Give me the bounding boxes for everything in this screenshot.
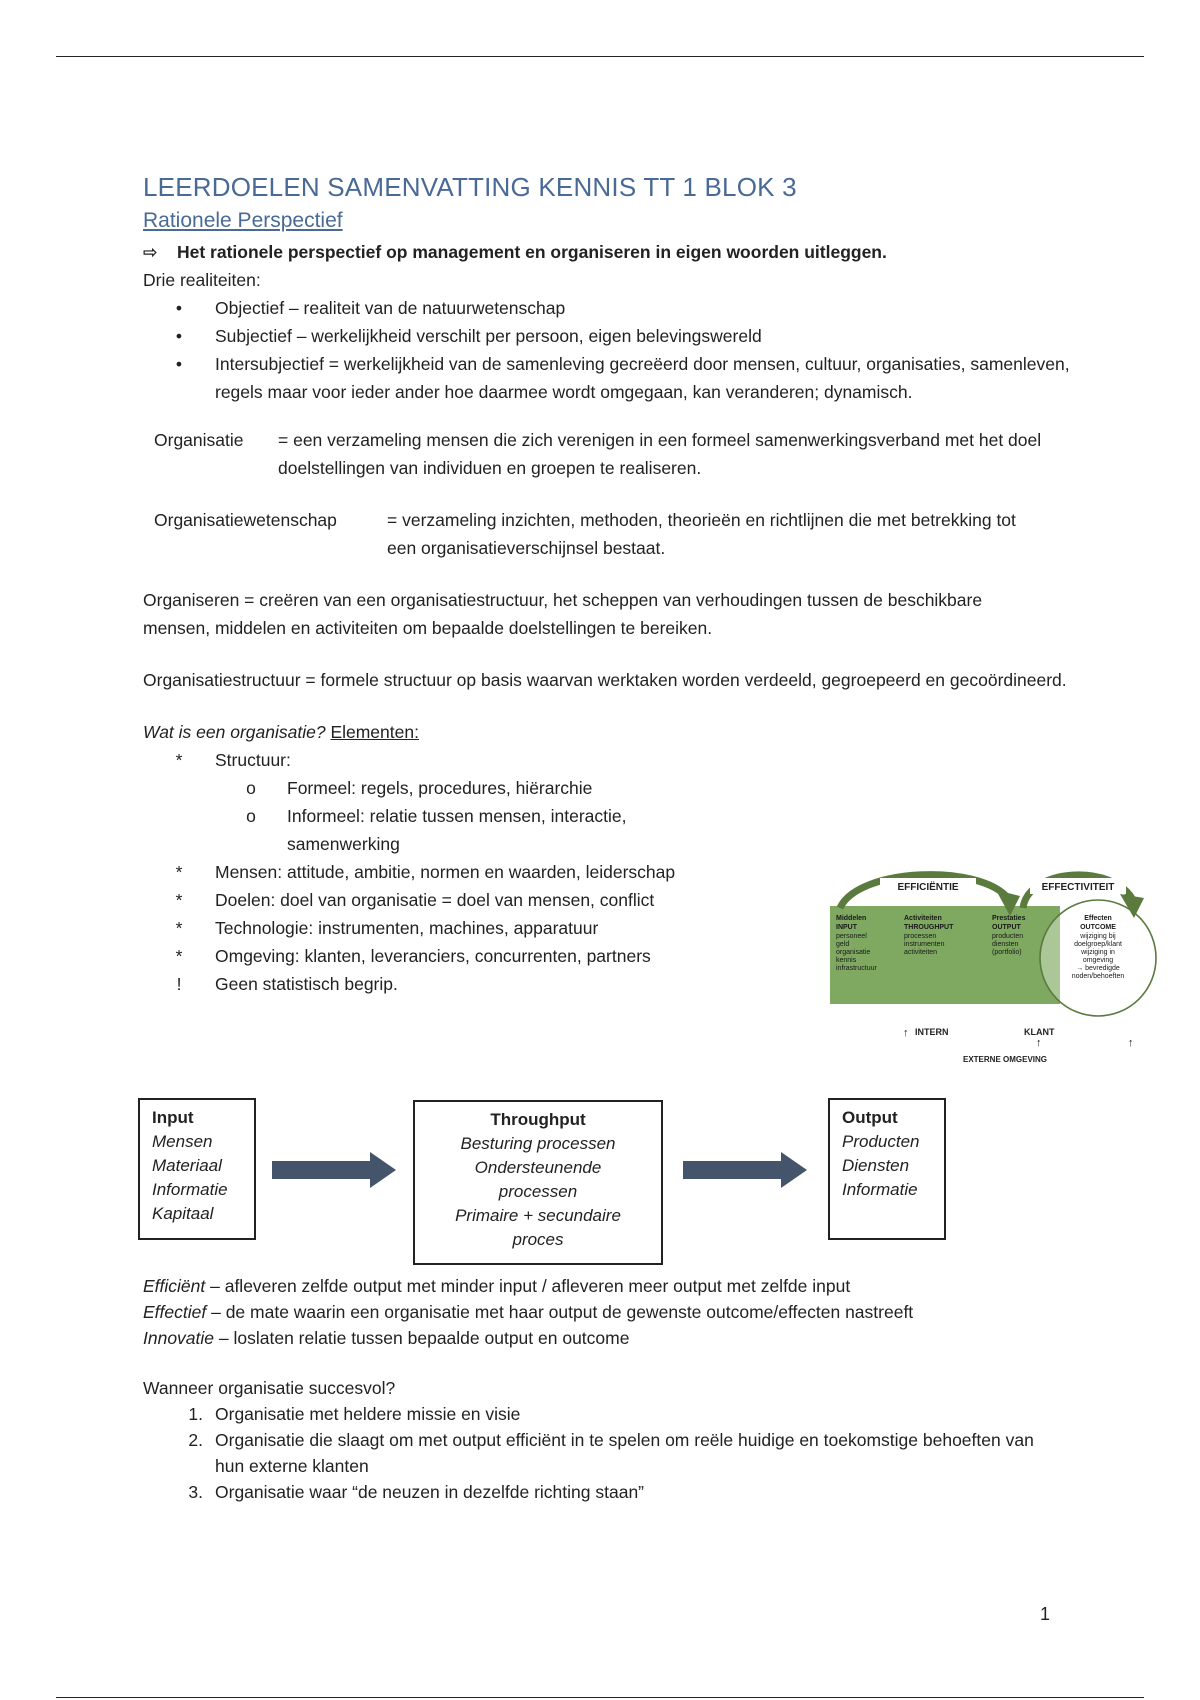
list-item: ! Geen statistisch begrip. [143,970,783,998]
svg-text:personeel: personeel [836,933,867,940]
effectiveness-label: EFFECTIVITEIT [1041,882,1115,893]
klant-label: KLANT [1024,1027,1055,1037]
svg-text:THROUGHPUT: THROUGHPUT [904,924,954,931]
bullet-icon: • [175,354,183,374]
svg-text:→ bevredigde: → bevredigde [1076,965,1120,972]
svg-text:Effecten: Effecten [1084,915,1112,922]
definition-organisatiewetenschap [154,506,1083,562]
success-list [143,1401,1083,1505]
term-effectief: Effectief – de mate waarin een organisatie met haar output de gewenste outcome/effecten nastreeft [143,1302,914,1322]
flow-arrow-icon [681,1150,811,1190]
arrow-right-icon: ⇨ [143,242,158,262]
svg-text:activiteiten: activiteiten [904,949,938,956]
svg-text:Prestaties: Prestaties [992,915,1026,922]
terms-block [143,1273,1083,1505]
svg-text:OUTPUT: OUTPUT [992,924,1021,931]
organisatiestructuur-definition: Organisatiestructuur = formele structuur op basis waarvan werktaken worden verdeeld, gegroepeerd en gecoördineerd. [143,670,1067,690]
svg-text:OUTCOME: OUTCOME [1080,924,1116,931]
svg-text:producten: producten [992,933,1024,940]
page-number: 1 [1040,1604,1051,1624]
list-item: * Technologie: instrumenten, machines, apparatuur [143,914,783,942]
svg-text:infrastructuur: infrastructuur [836,965,877,972]
up-arrow-icon: ↑ [1036,1037,1042,1049]
elements-heading: Wat is een organisatie? Elementen: [143,722,419,742]
up-arrow-icon: ↑ [1128,1037,1134,1049]
throughput-box: Throughput Besturing processen Ondersteunende processen Primaire + secundaire proces [413,1100,663,1265]
list-item: o Informeel: relatie tussen mensen, interactie, samenwerking [143,802,783,858]
list-item: • Objectief – realiteit van de natuurwetenschap [143,294,1083,322]
svg-text:noden/behoeften: noden/behoeften [1071,973,1125,980]
list-item: o Formeel: regels, procedures, hiërarchie [143,774,783,802]
intern-label: INTERN [915,1027,949,1037]
svg-text:wijziging bij: wijziging bij [1080,933,1116,940]
list-item: 2. Organisatie die slaagt om met output efficiënt in te spelen om reële huidige en toekomstige behoeften van hun externe klanten [188,1430,1034,1476]
flow-arrow-icon [270,1150,400,1190]
svg-text:doelgroep/klant: doelgroep/klant [1074,941,1122,948]
realities-intro: Drie realiteiten: [143,270,261,290]
efficiency-label: EFFICIËNTIE [897,882,959,893]
svg-text:Middelen: Middelen [836,915,867,922]
definition-text: = verzameling inzichten, methoden, theorieën en richtlijnen die met betrekking tot een organisatieverschijnsel bestaat. [387,510,1016,558]
page-title: LEERDOELEN SAMENVATTING KENNIS TT 1 BLOK 3 [143,172,797,202]
list-item: * Structuur: [143,746,783,774]
term-efficient: Efficiënt – afleveren zelfde output met minder input / afleveren meer output met zelfde input [143,1276,851,1296]
circle-bullet-icon: o [246,806,256,826]
svg-text:wijziging in: wijziging in [1081,949,1115,956]
definition-organisatie [154,426,1083,482]
asterisk-icon: * [175,946,183,966]
output-box: Output Producten Diensten Informatie [828,1098,946,1240]
definition-text: = een verzameling mensen die zich verenigen in een formeel samenwerkingsverband met het doel doelstellingen van individuen en groepen te realiseren. [278,430,1042,478]
term-innovatie: Innovatie – loslaten relatie tussen bepaalde output en outcome [143,1328,630,1348]
bullet-icon: • [175,326,183,346]
asterisk-icon: * [175,862,183,882]
list-item: • Subjectief – werkelijkheid verschilt per persoon, eigen belevingswereld [143,322,1083,350]
svg-text:diensten: diensten [992,941,1019,948]
svg-text:(portfolio): (portfolio) [992,949,1022,956]
learning-goal [143,238,1083,266]
asterisk-icon: * [175,890,183,910]
exclamation-icon: ! [176,974,182,994]
list-item: * Doelen: doel van organisatie = doel van mensen, conflict [143,886,783,914]
learning-goal-text: Het rationele perspectief op management en organiseren in eigen woorden uitleggen. [177,242,887,262]
section-heading: Rationele Perspectief [143,209,343,232]
asterisk-icon: * [175,750,183,770]
efficiency-effectiveness-diagram [828,868,1168,1073]
svg-text:organisatie: organisatie [836,949,871,956]
realities-list [143,294,1083,406]
svg-text:geld: geld [836,941,850,948]
asterisk-icon: * [175,918,183,938]
bottom-rule [56,1697,1144,1698]
definition-term: Organisatie [154,430,244,450]
organiseren-definition: Organiseren = creëren van een organisatiestructuur, het scheppen van verhoudingen tussen de beschikbare mensen, middelen en activiteiten om bepaalde doelstellingen te bereiken. [143,590,983,638]
list-item: • Intersubjectief = werkelijkheid van de samenleving gecreëerd door mensen, cultuur, organisaties, samenleven, regels maar voor ieder ander hoe daarmee wordt omgegaan, kan veranderen; dynamisch. [143,350,1083,406]
list-item: * Mensen: attitude, ambitie, normen en waarden, leiderschap [143,858,783,886]
svg-text:omgeving: omgeving [1082,957,1114,964]
success-question: Wanneer organisatie succesvol? [143,1378,396,1398]
svg-text:processen: processen [904,933,937,940]
definition-term: Organisatiewetenschap [154,510,337,530]
bullet-icon: • [175,298,183,318]
list-item: * Omgeving: klanten, leveranciers, concurrenten, partners [143,942,783,970]
svg-text:Activiteiten: Activiteiten [904,915,942,922]
svg-text:INPUT: INPUT [836,924,857,931]
elements-list [143,746,783,998]
top-rule [56,56,1144,57]
extern-label: EXTERNE OMGEVING [963,1055,1048,1064]
list-item: 1. Organisatie met heldere missie en visie [188,1404,521,1424]
list-item: 3. Organisatie waar “de neuzen in dezelfde richting staan” [188,1482,644,1502]
up-arrow-icon: ↑ [903,1027,909,1039]
circle-bullet-icon: o [246,778,256,798]
input-box: Input Mensen Materiaal Informatie Kapitaal [138,1098,256,1240]
svg-text:instrumenten: instrumenten [904,941,945,948]
svg-text:kennis: kennis [836,957,857,964]
